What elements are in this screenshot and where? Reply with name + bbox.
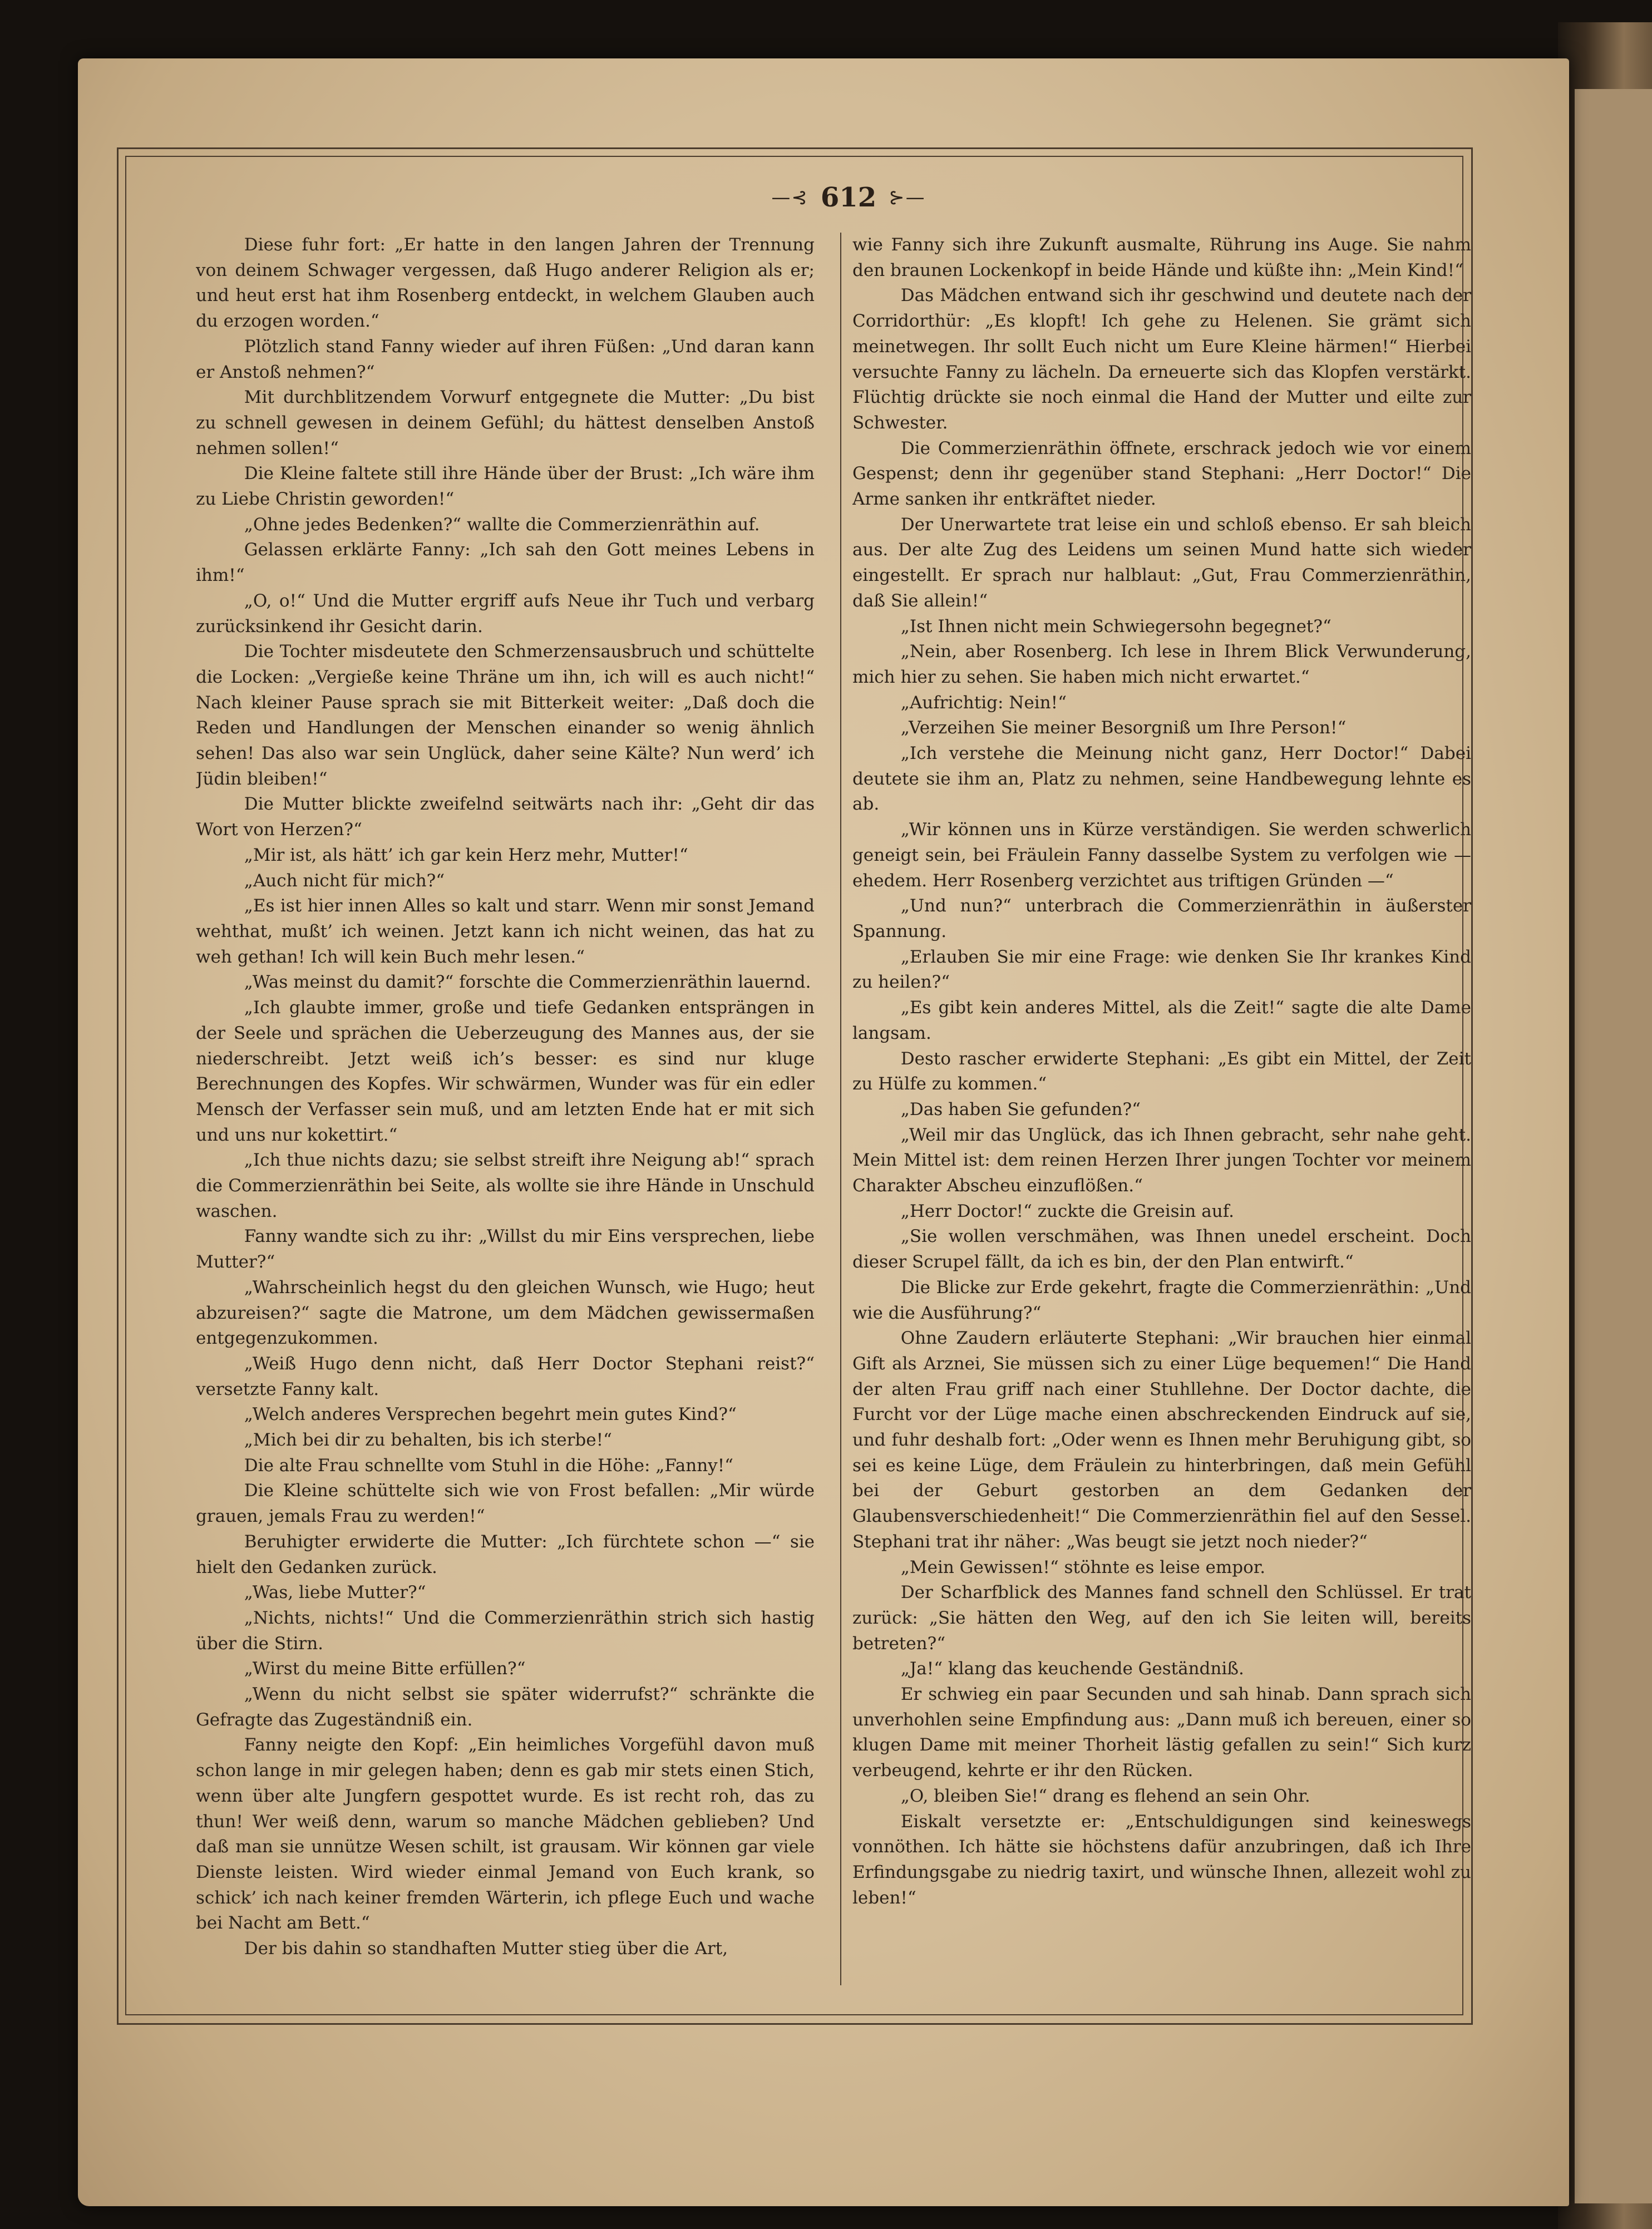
paragraph: Fanny neigte den Kopf: „Ein heimliches Vorgefühl davon muß schon lange in mir gelegen haben; denn es gab mir stets einen Stich, wenn über alte Jungfern gespottet wurde. Es ist recht roh, das zu thun! Wer weiß denn, warum so manche Mädchen geblieben? Und daß man sie unnütze Wesen schilt, ist grausam. Wir können gar viele Dienste leisten. Wird wieder einmal Jemand von Euch krank, so schick’ ich nach keiner fremden Wärterin, ich pflege Euch und wache bei Nacht am Bett.“ [196,1735,815,1934]
paragraph: „Mein Gewissen!“ stöhnte es leise empor. [900,1557,1266,1577]
paragraph: „Was meinst du damit?“ forschte die Commerzienräthin lauernd. [244,972,811,993]
paragraph: Die Kleine faltete still ihre Hände über der Brust: „Ich wäre ihm zu Liebe Christin geworden!“ [196,463,815,510]
paragraph: „Verzeihen Sie meiner Besorgniß um Ihre Person!“ [900,718,1347,738]
paragraph: Er schwieg ein paar Secunden und sah hinab. Dann sprach sich unverhohlen seine Empfindung aus: „Dann muß ich bereuen, einer so klugen Dame mit meiner Thorheit lästig gefallen zu sein!“ Sich kurz verbeugend, kehrte er ihr den Rücken. [852,1684,1471,1781]
header-ornament-right: ⊱— [889,186,926,209]
paragraph: „Aufrichtig: Nein!“ [900,692,1067,713]
paragraph: Der Unerwartete trat leise ein und schloß ebenso. Er sah bleich aus. Der alte Zug des Leidens um seinen Mund hatte sich wieder eingestellt. Er sprach nur halblaut: „Gut, Frau Commerzienräthin, daß Sie allein!“ [852,514,1471,611]
paragraph: „Mir ist, als hätt’ ich gar kein Herz mehr, Mutter!“ [244,845,688,865]
paragraph: Diese fuhr fort: „Er hatte in den langen Jahren der Trennung von deinem Schwager vergessen, daß Hugo anderer Religion als er; und heut erst hat ihm Rosenberg entdeckt, in welchem Glauben auch du erzogen worden.“ [196,235,815,332]
paragraph: „Nein, aber Rosenberg. Ich lese in Ihrem Blick Verwunderung, mich hier zu sehen. Sie haben mich nicht erwartet.“ [852,642,1471,687]
paragraph: „O, bleiben Sie!“ drang es flehend an sein Ohr. [900,1786,1310,1806]
paragraph: Gelassen erklärte Fanny: „Ich sah den Gott meines Lebens in ihm!“ [196,540,815,586]
page-header [737,178,960,217]
paragraph: „Ich thue nichts dazu; sie selbst streift ihre Neigung ab!“ sprach die Commerzienräthin bei Seite, als wollte sie ihre Hände in Unschuld waschen. [196,1150,815,1221]
paragraph: Plötzlich stand Fanny wieder auf ihren Füßen: „Und daran kann er Anstoß nehmen?“ [196,336,815,382]
paragraph: „Auch nicht für mich?“ [244,870,445,891]
paragraph: „Und nun?“ unterbrach die Commerzienräthin in äußerster Spannung. [852,896,1471,941]
paragraph: „Ich glaubte immer, große und tiefe Gedanken entsprängen in der Seele und sprächen die Ueberzeugung des Mannes aus, der sie niederschreibt. Jetzt weiß ich’s besser: es sind nur kluge Berechnungen des Kopfes. Wir schwärmen, Wunder was für ein edler Mensch der Verfasser sein muß, und am letzten Ende hat er mit sich und uns nur kokettirt.“ [196,998,815,1145]
paragraph: „Das haben Sie gefunden?“ [900,1099,1141,1120]
paragraph: „Mich bei dir zu behalten, bis ich sterbe!“ [244,1430,612,1451]
next-page-edge [1575,89,1652,2203]
paragraph: Beruhigter erwiderte die Mutter: „Ich fürchtete schon —“ sie hielt den Gedanken zurück. [196,1531,815,1577]
paragraph: „Wirst du meine Bitte erfüllen?“ [244,1659,526,1679]
header-ornament-left: —⊰ [771,186,808,209]
paragraph: „Es ist hier innen Alles so kalt und starr. Wenn mir sonst Jemand wehthat, mußt’ ich weinen. Jetzt kann ich nicht weinen, das hat zu weh gethan! Ich will kein Buch mehr lesen.“ [196,896,815,967]
paragraph: Der Scharfblick des Mannes fand schnell den Schlüssel. Er trat zurück: „Sie hätten den Weg, auf den ich Sie leiten will, bereits betreten?“ [852,1582,1471,1654]
paragraph: „Weil mir das Unglück, das ich Ihnen gebracht, sehr nahe geht. Mein Mittel ist: dem reinen Herzen Ihrer jungen Tochter vor meinem Charakter Abscheu einzuflößen.“ [852,1125,1471,1196]
paragraph: Der bis dahin so standhaften Mutter stieg über die Art, [244,1939,728,1959]
paragraph: „Was, liebe Mutter?“ [244,1582,426,1603]
paragraph: wie Fanny sich ihre Zukunft ausmalte, Rührung ins Auge. Sie nahm den braunen Lockenkopf in beide Hände und küßte ihn: „Mein Kind!“ [852,235,1471,280]
paragraph: „Ist Ihnen nicht mein Schwiegersohn begegnet?“ [900,616,1332,637]
paragraph: „Wenn du nicht selbst sie später widerrufst?“ schränkte die Gefragte das Zugeständniß ein. [196,1684,815,1730]
paragraph: „Nichts, nichts!“ Und die Commerzienräthin strich sich hastig über die Stirn. [196,1607,815,1654]
paragraph: Desto rascher erwiderte Stephani: „Es gibt ein Mittel, der Zeit zu Hülfe zu kommen.“ [852,1048,1471,1094]
paragraph: Die Commerzienräthin öffnete, erschrack jedoch wie vor einem Gespenst; denn ihr gegenüber stand Stephani: „Herr Doctor!“ Die Arme sanken ihr entkräftet nieder. [852,438,1471,510]
column-divider [840,233,841,1985]
paragraph: „Wahrscheinlich hegst du den gleichen Wunsch, wie Hugo; heut abzureisen?“ sagte die Matrone, um dem Mädchen gewissermaßen entgegenzukommen. [196,1277,815,1349]
paragraph: „Herr Doctor!“ zuckte die Greisin auf. [900,1201,1234,1221]
paragraph: Die Mutter blickte zweifelnd seitwärts nach ihr: „Geht dir das Wort von Herzen?“ [196,794,815,840]
paragraph: „Ich verstehe die Meinung nicht ganz, Herr Doctor!“ Dabei deutete sie ihm an, Platz zu nehmen, seine Handbewegung lehnte es ab. [852,743,1471,815]
paragraph: Das Mädchen entwand sich ihr geschwind und deutete nach der Corridorthür: „Es klopft! Ich gehe zu Helenen. Sie grämt sich meinetwegen. Ihr sollt Euch nicht um Eure Kleine härmen!“ Hierbei versuchte Fanny zu lächeln. Da erneuerte sich das Klopfen verstärkt. Flüchtig drückte sie noch einmal die Hand der Mutter und eilte zur Schwester. [852,285,1471,433]
paragraph: Mit durchblitzendem Vorwurf entgegnete die Mutter: „Du bist zu schnell gewesen in deinem Gefühl; du hättest denselben Anstoß nehmen sollen!“ [196,387,815,458]
paragraph: „Es gibt kein anderes Mittel, als die Zeit!“ sagte die alte Dame langsam. [852,998,1471,1043]
paragraph: „Erlauben Sie mir eine Frage: wie denken Sie Ihr krankes Kind zu heilen?“ [852,946,1471,993]
paragraph: „Ohne jedes Bedenken?“ wallte die Commerzienräthin auf. [244,514,760,535]
paragraph: Die Kleine schüttelte sich wie von Frost befallen: „Mir würde grauen, jemals Frau zu werden!“ [196,1481,815,1527]
paragraph: Die Blicke zur Erde gekehrt, fragte die Commerzienräthin: „Und wie die Ausführung?“ [852,1277,1471,1323]
paragraph: „O, o!“ Und die Mutter ergriff aufs Neue ihr Tuch und verbarg zurücksinkend ihr Gesicht darin. [196,590,815,637]
paragraph: Die Tochter misdeutete den Schmerzensausbruch und schüttelte die Locken: „Vergieße keine Thräne um ihn, ich will es auch nicht!“ Nach kleiner Pause sprach sie mit Bitterkeit weiter: „Daß doch die Reden und Handlungen der Menschen einander so wenig ähnlich sehen! Das also war sein Unglück, daher seine Kälte? Nun werd’ ich Jüdin bleiben!“ [196,642,815,789]
paragraph: „Ja!“ klang das keuchende Geständniß. [900,1659,1244,1679]
paragraph: Eiskalt versetzte er: „Entschuldigungen sind keineswegs vonnöthen. Ich hätte sie höchstens dafür anzubringen, daß ich Ihre Erfindungsgabe zu niedrig taxirt, und wünsche Ihnen, allezeit wohl zu leben!“ [852,1811,1471,1908]
paragraph: Die alte Frau schnellte vom Stuhl in die Höhe: „Fanny!“ [244,1455,733,1476]
paragraph: „Welch anderes Versprechen begehrt mein gutes Kind?“ [244,1404,737,1425]
right-column [852,233,1471,1980]
paragraph: „Wir können uns in Kürze verständigen. Sie werden schwerlich geneigt sein, bei Fräulein Fanny dasselbe System zu verfolgen wie — ehedem. Herr Rosenberg verzichtet aus triftigen Gründen —“ [852,820,1471,891]
paragraph: „Weiß Hugo denn nicht, daß Herr Doctor Stephani reist?“ versetzte Fanny kalt. [196,1353,815,1399]
left-column [196,233,815,1980]
paragraph: „Sie wollen verschmähen, was Ihnen unedel erscheint. Doch dieser Scrupel fällt, da ich es bin, der den Plan entwirft.“ [852,1226,1471,1273]
paragraph: Ohne Zaudern erläuterte Stephani: „Wir brauchen hier einmal Gift als Arznei, Sie müssen sich zu einer Lüge bequemen!“ Die Hand der alten Frau griff nach einer Stuhllehne. Der Doctor dachte, die Furcht vor der Lüge mache einen abschreckenden Eindruck auf sie, und fuhr deshalb fort: „Oder wenn es Ihnen mehr Beruhigung gibt, so sei es keine Lüge, dem Fräulein zu hinterbringen, daß mein Gefühl bei der Geburt gestorben an dem Gedanken der Glaubensverschiedenheit!“ Die Commerzienräthin fiel auf den Sessel. Stephani trat ihr näher: „Was beugt sie jetzt noch nieder?“ [852,1328,1471,1552]
page-number: 612 [820,182,877,213]
paragraph: Fanny wandte sich zu ihr: „Willst du mir Eins versprechen, liebe Mutter?“ [196,1226,815,1273]
